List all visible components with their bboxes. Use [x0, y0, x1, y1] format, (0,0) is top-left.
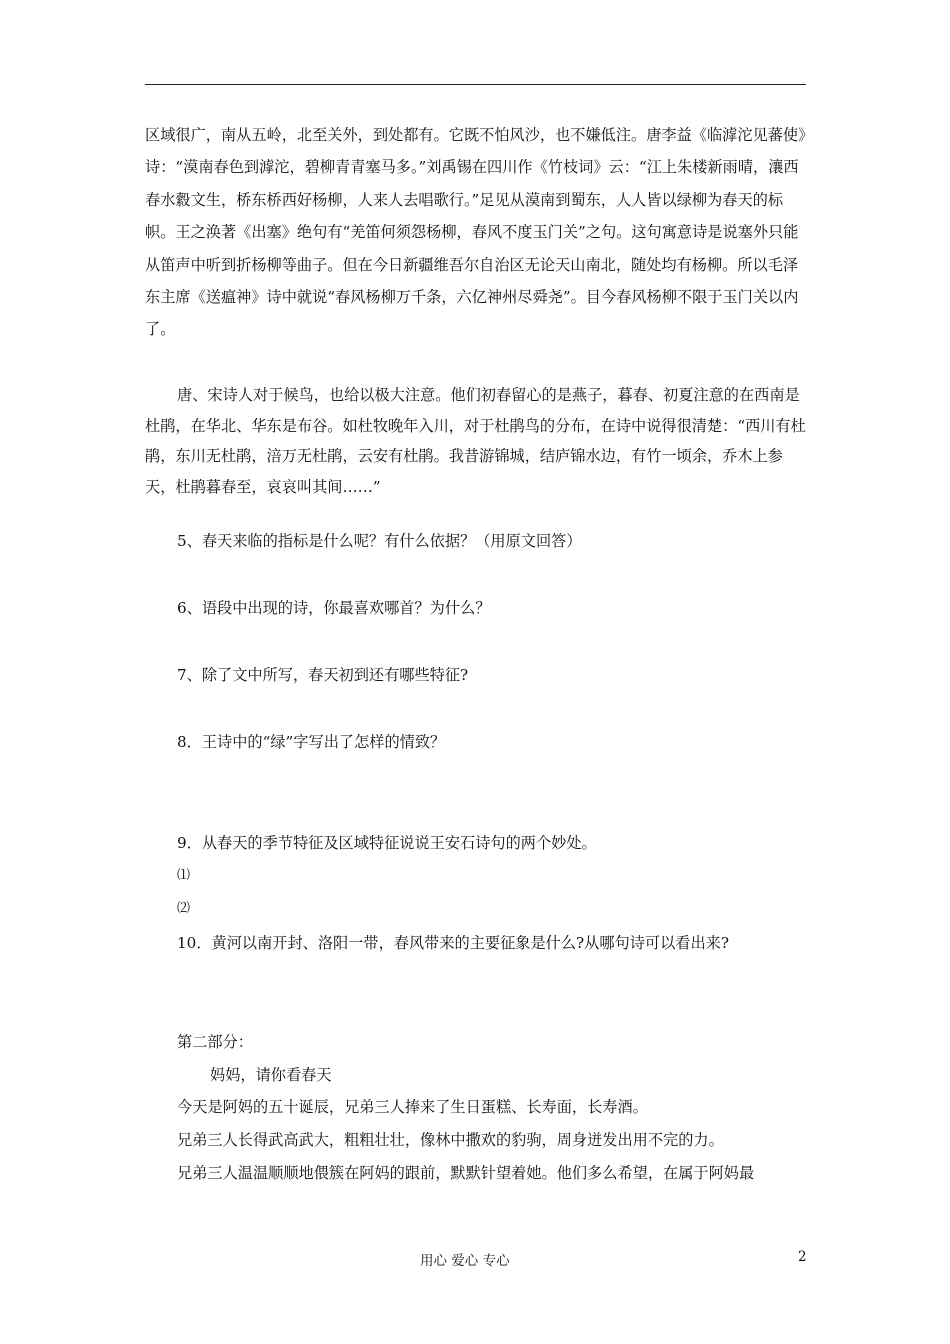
- part-two-line-1: 今天是阿妈的五十诞辰，兄弟三人捧来了生日蛋糕、长寿面，长寿酒。: [177, 1098, 648, 1116]
- part-two-heading: 第二部分：: [177, 1033, 253, 1051]
- question-10: 10．黄河以南开封、洛阳一带，春风带来的主要征象是什么?从哪句诗可以看出来?: [177, 934, 729, 952]
- question-5: 5、春天来临的指标是什么呢？有什么依据？（用原文回答）: [177, 532, 582, 550]
- part-two-title: 妈妈，请你看春天: [210, 1066, 332, 1084]
- question-8: 8．王诗中的“绿”字写出了怎样的情致？: [177, 733, 446, 751]
- question-9: 9．从春天的季节特征及区域特征说说王安石诗句的两个妙处。: [177, 834, 597, 852]
- page-number: 2: [798, 1249, 807, 1265]
- question-9-item-2: ⑵: [177, 901, 191, 916]
- header-rule: [145, 84, 806, 85]
- passage-paragraph-1: 区域很广，南从五岭，北至关外，到处都有。它既不怕风沙，也不嫌低注。唐李益《临滹沱见蕃使》诗：“漠南春色到滹沱，碧柳青青塞马多。”刘禹锡在四川作《竹枝词》云：“江上朱楼新雨晴，瀼西春水縠文生，桥东桥西好杨柳，人来人去唱歌行。”足见从漠南到蜀东，人人皆以绿柳为春天的标帜。王之涣著《出塞》绝句有“羌笛何须怨杨柳，春风不度玉门关”之句。这句寓意诗是说塞外只能从笛声中听到折杨柳等曲子。但在今日新疆维吾尔自治区无论天山南北，随处均有杨柳。所以毛泽东主席《送瘟神》诗中就说“春风杨柳万千条，六亿神州尽舜尧”。目今春风杨柳不限于玉门关以内了。: [145, 126, 806, 339]
- footer-motto: 用心 爱心 专心: [420, 1253, 510, 1269]
- question-9-item-1: ⑴: [177, 868, 191, 883]
- passage-paragraph-2: 唐、宋诗人对于候鸟，也给以极大注意。他们初春留心的是燕子，暮春、初夏注意的在西南是杜鹃，在华北、华东是布谷。如杜牧晚年入川，对于杜鹃鸟的分布，在诗中说得很清楚：“西川有杜鹃，东川无杜鹃，涪万无杜鹃，云安有杜鹃。我昔游锦城，结庐锦水边，有竹一顷余，乔木上参天，杜鹃暮春至，哀哀叫其间……”: [145, 386, 806, 496]
- part-two-line-2: 兄弟三人长得武高武大，粗粗壮壮，像林中撒欢的豹驹，周身迸发出用不完的力。: [177, 1131, 724, 1149]
- question-6: 6、语段中出现的诗，你最喜欢哪首？为什么？: [177, 599, 491, 617]
- question-7: 7、除了文中所写，春天初到还有哪些特征?: [177, 666, 469, 684]
- part-two-line-3: 兄弟三人温温顺顺地偎簇在阿妈的跟前，默默针望着她。他们多么希望，在属于阿妈最: [177, 1164, 755, 1182]
